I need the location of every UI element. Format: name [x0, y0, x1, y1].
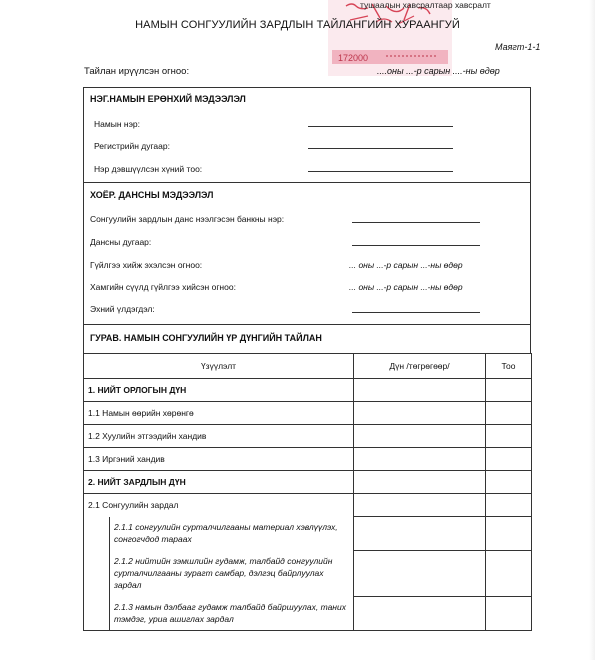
- form-code: Маягт-1-1: [495, 42, 541, 52]
- amount-cell[interactable]: [354, 379, 486, 402]
- amount-cell[interactable]: [354, 448, 486, 471]
- registration-number-label: Регистрийн дугаар:: [94, 141, 170, 151]
- table-header-row: [84, 354, 532, 379]
- report-date-label: Тайлан ирүүлсэн огноо:: [84, 66, 190, 77]
- row-label-text: 2.1.2 нийтийн зэмшлийн гудамж, талбайд сонгуулийн сурталчилгааны зурагт самбар, дэлгэц байрлуулах зардал: [114, 555, 333, 590]
- first-transaction-date-label: Гүйлгээ хийж эхэлсэн огноо:: [90, 260, 203, 270]
- registration-number-field[interactable]: [308, 148, 453, 149]
- row-label: 1.3 Иргэний хандив: [84, 448, 354, 471]
- amount-cell[interactable]: [354, 551, 486, 597]
- row-label: 1. НИЙТ ОРЛОГЫН ДҮН: [84, 379, 354, 402]
- table-row: [84, 494, 532, 517]
- row-label-text: 2.1.3 намын дэлбааг гудамж талбайд байршуулах, таних тэмдэг, уриа ашиглах зардал: [114, 601, 346, 624]
- row-label: 1.2 Хуулийн этгээдийн хандив: [84, 425, 354, 448]
- count-cell[interactable]: [486, 379, 532, 402]
- opening-balance-field[interactable]: [352, 312, 480, 313]
- table-row: [84, 402, 532, 425]
- opening-balance-label: Эхний үлдэгдэл:: [90, 304, 155, 314]
- row-label: 1.1 Намын өөрийн хөрөнгө: [84, 402, 354, 425]
- account-number-label: Дансны дугаар:: [90, 237, 152, 247]
- section-account-info: [83, 182, 531, 325]
- row-label: 2.1 Сонгуулийн зардал: [84, 494, 354, 517]
- row-label: [84, 597, 354, 631]
- svg-text:172000: 172000: [338, 53, 369, 63]
- amount-cell[interactable]: [354, 402, 486, 425]
- count-cell[interactable]: [486, 597, 532, 631]
- row-label: 2. НИЙТ ЗАРДЛЫН ДҮН: [84, 471, 354, 494]
- report-date-value: ....оны ...-р сарын ....-ны өдөр: [377, 66, 500, 76]
- table-row: [84, 517, 532, 551]
- column-header-amount: Дүн /төгрөгөөр/: [354, 354, 486, 379]
- amount-cell[interactable]: [354, 597, 486, 631]
- count-cell[interactable]: [486, 471, 532, 494]
- table-row: [84, 597, 532, 631]
- results-table: [83, 353, 532, 631]
- count-cell[interactable]: [486, 425, 532, 448]
- amount-cell[interactable]: [354, 425, 486, 448]
- count-cell[interactable]: [486, 494, 532, 517]
- count-cell[interactable]: [486, 551, 532, 597]
- section3-heading: ГУРАВ. НАМЫН СОНГУУЛИЙН ҮР ДҮНГИЙН ТАЙЛАН: [90, 333, 322, 343]
- table-row: [84, 425, 532, 448]
- party-name-label: Намын нэр:: [94, 119, 140, 129]
- section1-heading: НЭГ.НАМЫН ЕРӨНХИЙ МЭДЭЭЛЭЛ: [90, 94, 246, 104]
- stamp-caption: тушаалын хавсралтаар хавсралт: [360, 0, 491, 10]
- bank-name-field[interactable]: [352, 222, 480, 223]
- section-general-info: [83, 87, 531, 183]
- first-transaction-date-value[interactable]: ... оны ...-р сарын ...-ны өдөр: [349, 260, 463, 270]
- table-row: [84, 471, 532, 494]
- row-label: [84, 551, 354, 597]
- column-header-count: Тоо: [486, 354, 532, 379]
- last-transaction-date-label: Хамгийн сүүлд гүйлгээ хийсэн огноо:: [90, 282, 236, 292]
- count-cell[interactable]: [486, 402, 532, 425]
- last-transaction-date-value[interactable]: ... оны ...-р сарын ...-ны өдөр: [349, 282, 463, 292]
- row-label-text: 2.1.1 сонгуулийн сурталчилгааны материал хэвлүүлэх, сонгогчдод тараах: [114, 521, 338, 544]
- candidate-count-label: Нэр дэвшүүлсэн хүний тоо:: [94, 164, 203, 174]
- candidate-count-field[interactable]: [308, 171, 453, 172]
- count-cell[interactable]: [486, 448, 532, 471]
- document-title: НАМЫН СОНГУУЛИЙН ЗАРДЛЫН ТАЙЛАНГИЙН ХУРААНГУЙ: [135, 19, 460, 31]
- bank-name-label: Сонгуулийн зардлын данс нээлгэсэн банкны нэр:: [90, 214, 285, 224]
- section2-heading: ХОЁР. ДАНСНЫ МЭДЭЭЛЭЛ: [90, 190, 214, 200]
- column-header-indicator: Үзүүлэлт: [84, 354, 354, 379]
- table-row: [84, 551, 532, 597]
- amount-cell[interactable]: [354, 494, 486, 517]
- account-number-field[interactable]: [352, 245, 480, 246]
- table-row: [84, 379, 532, 402]
- section-results-header: [83, 324, 531, 354]
- row-label: [84, 517, 354, 551]
- party-name-field[interactable]: [308, 126, 453, 127]
- amount-cell[interactable]: [354, 517, 486, 551]
- table-row: [84, 448, 532, 471]
- count-cell[interactable]: [486, 517, 532, 551]
- scan-edge-shadow: [589, 0, 595, 660]
- amount-cell[interactable]: [354, 471, 486, 494]
